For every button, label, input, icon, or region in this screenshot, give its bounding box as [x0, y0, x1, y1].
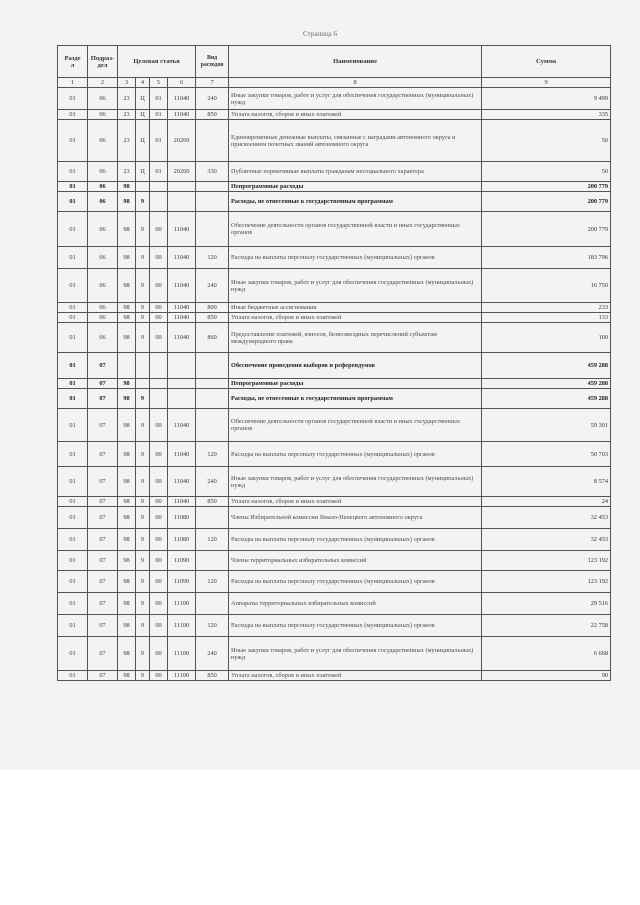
code-cell: 23	[118, 110, 136, 120]
code-cell: 9	[136, 409, 150, 442]
code-cell: 850	[196, 110, 229, 120]
column-number: 2	[88, 78, 118, 88]
table-row	[58, 671, 611, 681]
code-cell: 01	[58, 529, 88, 551]
sum-cell: 6 668	[482, 637, 611, 671]
code-cell: 01	[58, 313, 88, 323]
name-cell: Расходы, не отнесенные к государственным программам	[229, 389, 482, 409]
code-cell: 9	[136, 389, 150, 409]
code-cell	[150, 192, 168, 212]
name-cell: Предоставление платежей, взносов, безвозмездных перечислений субъектам международного права	[229, 323, 482, 353]
page-number: Страница 6	[303, 30, 337, 38]
table-row	[58, 389, 611, 409]
code-cell: 98	[118, 313, 136, 323]
code-cell: 98	[118, 182, 136, 192]
sum-cell: 459 288	[482, 379, 611, 389]
code-cell: 01	[58, 637, 88, 671]
code-cell: 98	[118, 615, 136, 637]
code-cell: 9	[136, 551, 150, 571]
code-cell: 01	[58, 88, 88, 110]
code-cell: 98	[118, 593, 136, 615]
sum-cell: 50 703	[482, 442, 611, 467]
code-cell: 98	[118, 192, 136, 212]
table-row	[58, 497, 611, 507]
code-cell	[196, 379, 229, 389]
code-cell: 11040	[168, 247, 196, 269]
sum-cell: 133	[482, 313, 611, 323]
sum-cell: 32 453	[482, 507, 611, 529]
code-cell: 06	[88, 192, 118, 212]
code-cell	[136, 182, 150, 192]
table-row	[58, 110, 611, 120]
code-cell: 01	[150, 88, 168, 110]
table-row	[58, 120, 611, 162]
column-number: 1	[58, 78, 88, 88]
code-cell	[196, 507, 229, 529]
code-cell: 01	[150, 120, 168, 162]
name-cell: Аппараты территориальных избирательных комиссий	[229, 593, 482, 615]
code-cell: 07	[88, 507, 118, 529]
code-cell: 98	[118, 551, 136, 571]
sum-cell: 9 499	[482, 88, 611, 110]
code-cell: 06	[88, 162, 118, 182]
code-cell: 00	[150, 269, 168, 303]
code-cell: 240	[196, 637, 229, 671]
code-cell: 01	[150, 110, 168, 120]
code-cell: 11040	[168, 313, 196, 323]
code-cell: 07	[88, 353, 118, 379]
table-row	[58, 571, 611, 593]
code-cell: 06	[88, 247, 118, 269]
code-cell: 9	[136, 192, 150, 212]
column-number: 6	[168, 78, 196, 88]
code-cell: 06	[88, 269, 118, 303]
code-cell: 120	[196, 615, 229, 637]
code-cell	[196, 120, 229, 162]
name-cell: Расходы на выплаты персоналу государственных (муниципальных) органов	[229, 247, 482, 269]
code-cell: 98	[118, 212, 136, 247]
code-cell: 9	[136, 442, 150, 467]
table-row	[58, 379, 611, 389]
code-cell: 98	[118, 497, 136, 507]
code-cell: 98	[118, 529, 136, 551]
code-cell	[196, 182, 229, 192]
code-cell: 98	[118, 247, 136, 269]
code-cell	[168, 379, 196, 389]
name-cell: Расходы на выплаты персоналу государственных (муниципальных) органов	[229, 615, 482, 637]
code-cell: 01	[58, 120, 88, 162]
budget-table	[57, 45, 611, 681]
code-cell: 9	[136, 467, 150, 497]
code-cell: 07	[88, 389, 118, 409]
name-cell: Уплата налогов, сборов и иных платежей	[229, 313, 482, 323]
name-cell: Расходы на выплаты персоналу государственных (муниципальных) органов	[229, 571, 482, 593]
code-cell	[150, 182, 168, 192]
sum-cell: 183 796	[482, 247, 611, 269]
code-cell: 07	[88, 497, 118, 507]
code-cell: 800	[196, 303, 229, 313]
column-number: 9	[482, 78, 611, 88]
code-cell: 11040	[168, 409, 196, 442]
code-cell: 01	[58, 593, 88, 615]
code-cell	[196, 409, 229, 442]
code-cell: 11090	[168, 571, 196, 593]
code-cell: 11080	[168, 507, 196, 529]
code-cell: 98	[118, 467, 136, 497]
code-cell: 01	[58, 379, 88, 389]
column-number: 3	[118, 78, 136, 88]
name-cell: Иные закупки товаров, работ и услуг для обеспечения государственных (муниципальных) нужд	[229, 88, 482, 110]
code-cell	[196, 192, 229, 212]
code-cell: 20260	[168, 162, 196, 182]
sum-cell: 59 301	[482, 409, 611, 442]
sum-cell: 459 288	[482, 353, 611, 379]
code-cell: 120	[196, 442, 229, 467]
code-cell: 11040	[168, 110, 196, 120]
code-cell: 07	[88, 615, 118, 637]
code-cell	[118, 353, 136, 379]
code-cell: 06	[88, 323, 118, 353]
code-cell: 01	[58, 442, 88, 467]
code-cell: 23	[118, 162, 136, 182]
code-cell	[196, 212, 229, 247]
table-row	[58, 529, 611, 551]
code-cell: 9	[136, 313, 150, 323]
code-cell: 01	[58, 192, 88, 212]
header-podrazdel: Подраз- дел	[88, 46, 118, 78]
code-cell: Ц	[136, 162, 150, 182]
code-cell: 120	[196, 529, 229, 551]
code-cell	[196, 389, 229, 409]
code-cell: 07	[88, 551, 118, 571]
code-cell: 06	[88, 88, 118, 110]
code-cell: 11090	[168, 551, 196, 571]
code-cell: 01	[58, 389, 88, 409]
sum-cell: 335	[482, 110, 611, 120]
table-row	[58, 593, 611, 615]
code-cell: 00	[150, 637, 168, 671]
code-cell: 00	[150, 313, 168, 323]
code-cell: 06	[88, 110, 118, 120]
code-cell: 00	[150, 303, 168, 313]
name-cell: Непрограммные расходы	[229, 379, 482, 389]
code-cell: 01	[58, 671, 88, 681]
code-cell: 120	[196, 571, 229, 593]
name-cell: Единовременные денежные выплаты, связанные с наградами автономного округа и присвоением почетных званий автономного округа	[229, 120, 482, 162]
code-cell: 00	[150, 212, 168, 247]
table-row	[58, 162, 611, 182]
code-cell: 00	[150, 571, 168, 593]
name-cell: Уплата налогов, сборов и иных платежей	[229, 110, 482, 120]
code-cell: Ц	[136, 110, 150, 120]
code-cell: 01	[58, 110, 88, 120]
code-cell: 11100	[168, 593, 196, 615]
code-cell: 00	[150, 323, 168, 353]
column-number: 4	[136, 78, 150, 88]
sum-cell: 200 779	[482, 182, 611, 192]
code-cell: 240	[196, 269, 229, 303]
table-row	[58, 303, 611, 313]
table-row	[58, 323, 611, 353]
code-cell: 11040	[168, 212, 196, 247]
header-sum: Сумма	[482, 46, 611, 78]
code-cell: 01	[58, 571, 88, 593]
code-cell: 07	[88, 593, 118, 615]
sum-cell: 32 453	[482, 529, 611, 551]
code-cell: 07	[88, 409, 118, 442]
sum-cell: 200 779	[482, 212, 611, 247]
table-row	[58, 507, 611, 529]
code-cell: 01	[58, 615, 88, 637]
code-cell: 11040	[168, 323, 196, 353]
code-cell: 11100	[168, 615, 196, 637]
name-cell: Обеспечение проведения выборов и референдумов	[229, 353, 482, 379]
code-cell: 9	[136, 571, 150, 593]
sum-cell: 123 192	[482, 571, 611, 593]
code-cell: 01	[58, 269, 88, 303]
code-cell	[196, 353, 229, 379]
code-cell: 01	[58, 353, 88, 379]
code-cell: 11040	[168, 467, 196, 497]
table-row	[58, 615, 611, 637]
code-cell: 9	[136, 269, 150, 303]
code-cell	[150, 353, 168, 379]
code-cell: 07	[88, 571, 118, 593]
name-cell: Расходы, не отнесенные к государственным программам	[229, 192, 482, 212]
code-cell: 23	[118, 88, 136, 110]
code-cell: 06	[88, 303, 118, 313]
code-cell: 98	[118, 323, 136, 353]
code-cell: 9	[136, 507, 150, 529]
code-cell: 00	[150, 551, 168, 571]
sum-cell: 22 758	[482, 615, 611, 637]
code-cell: 00	[150, 671, 168, 681]
code-cell: 01	[58, 212, 88, 247]
header-vid: Вид расходов	[196, 46, 229, 78]
name-cell: Иные закупки товаров, работ и услуг для обеспечения государственных (муниципальных) нужд	[229, 637, 482, 671]
code-cell: 860	[196, 323, 229, 353]
sum-cell: 100	[482, 323, 611, 353]
header-razdel: Разде л	[58, 46, 88, 78]
code-cell: 07	[88, 671, 118, 681]
code-cell: 11040	[168, 442, 196, 467]
name-cell: Иные закупки товаров, работ и услуг для обеспечения государственных (муниципальных) нужд	[229, 269, 482, 303]
name-cell: Непрограммные расходы	[229, 182, 482, 192]
column-number: 7	[196, 78, 229, 88]
code-cell: 11040	[168, 303, 196, 313]
name-cell: Члены Избирательной комиссии Ямало-Ненецкого автономного округа	[229, 507, 482, 529]
table-row	[58, 442, 611, 467]
table-row	[58, 269, 611, 303]
table-row	[58, 182, 611, 192]
code-cell: 00	[150, 529, 168, 551]
code-cell	[136, 379, 150, 389]
code-cell	[150, 379, 168, 389]
code-cell: 11040	[168, 88, 196, 110]
table-row	[58, 551, 611, 571]
sum-cell: 123 192	[482, 551, 611, 571]
table-row	[58, 212, 611, 247]
code-cell: 01	[58, 323, 88, 353]
code-cell: 07	[88, 637, 118, 671]
sum-cell: 50	[482, 120, 611, 162]
code-cell: 07	[88, 467, 118, 497]
code-cell: 06	[88, 212, 118, 247]
table-body	[58, 88, 611, 681]
code-cell: Ц	[136, 88, 150, 110]
code-cell: 00	[150, 593, 168, 615]
name-cell: Расходы на выплаты персоналу государственных (муниципальных) органов	[229, 442, 482, 467]
code-cell	[150, 389, 168, 409]
code-cell: 01	[58, 551, 88, 571]
code-cell: 11040	[168, 497, 196, 507]
code-cell: 06	[88, 313, 118, 323]
code-cell: 98	[118, 507, 136, 529]
sum-cell: 90	[482, 671, 611, 681]
code-cell: 01	[58, 409, 88, 442]
sum-cell: 459 288	[482, 389, 611, 409]
code-cell: 06	[88, 120, 118, 162]
table-row	[58, 192, 611, 212]
name-cell: Иные бюджетные ассигнования	[229, 303, 482, 313]
code-cell: Ц	[136, 120, 150, 162]
code-cell: 850	[196, 497, 229, 507]
code-cell: 850	[196, 313, 229, 323]
code-cell: 06	[88, 182, 118, 192]
column-number: 8	[229, 78, 482, 88]
code-cell: 9	[136, 637, 150, 671]
code-cell: 07	[88, 529, 118, 551]
header-target: Целевая статья	[118, 46, 196, 78]
code-cell: 98	[118, 389, 136, 409]
name-cell: Расходы на выплаты персоналу государственных (муниципальных) органов	[229, 529, 482, 551]
table-row	[58, 313, 611, 323]
code-cell: 00	[150, 497, 168, 507]
code-cell: 98	[118, 379, 136, 389]
code-cell: 20260	[168, 120, 196, 162]
code-cell: 98	[118, 671, 136, 681]
sum-cell: 16 750	[482, 269, 611, 303]
code-cell: 01	[58, 162, 88, 182]
code-cell: 01	[58, 247, 88, 269]
code-cell	[196, 593, 229, 615]
table-row	[58, 409, 611, 442]
code-cell: 01	[58, 182, 88, 192]
table-row	[58, 247, 611, 269]
code-cell: 98	[118, 269, 136, 303]
sum-cell: 8 574	[482, 467, 611, 497]
code-cell: 00	[150, 247, 168, 269]
code-cell: 9	[136, 497, 150, 507]
code-cell: 98	[118, 409, 136, 442]
sum-cell: 50	[482, 162, 611, 182]
table-row	[58, 637, 611, 671]
code-cell: 9	[136, 529, 150, 551]
code-cell	[168, 182, 196, 192]
code-cell: 9	[136, 303, 150, 313]
code-cell: 00	[150, 442, 168, 467]
code-cell	[168, 192, 196, 212]
name-cell: Публичные нормативные выплаты гражданам несоциального характера	[229, 162, 482, 182]
sum-cell: 233	[482, 303, 611, 313]
code-cell: 240	[196, 467, 229, 497]
table-row	[58, 353, 611, 379]
code-cell: 330	[196, 162, 229, 182]
sum-cell: 200 779	[482, 192, 611, 212]
name-cell: Обеспечение деятельности органов государственной власти и иных государственных органов	[229, 212, 482, 247]
code-cell: 00	[150, 615, 168, 637]
code-cell: 850	[196, 671, 229, 681]
name-cell: Члены территориальных избирательных комиссий	[229, 551, 482, 571]
code-cell: 07	[88, 379, 118, 389]
code-cell: 01	[58, 303, 88, 313]
code-cell: 98	[118, 637, 136, 671]
table-row	[58, 88, 611, 110]
name-cell: Обеспечение деятельности органов государственной власти и иных государственных органов	[229, 409, 482, 442]
code-cell: 11040	[168, 269, 196, 303]
code-cell	[168, 389, 196, 409]
code-cell: 11100	[168, 637, 196, 671]
header-name: Наименование	[229, 46, 482, 78]
name-cell: Уплата налогов, сборов и иных платежей	[229, 671, 482, 681]
code-cell: 07	[88, 442, 118, 467]
code-cell: 9	[136, 247, 150, 269]
code-cell	[136, 353, 150, 379]
code-cell: 11100	[168, 671, 196, 681]
code-cell: 23	[118, 120, 136, 162]
column-number: 5	[150, 78, 168, 88]
code-cell: 11080	[168, 529, 196, 551]
name-cell: Иные закупки товаров, работ и услуг для обеспечения государственных (муниципальных) нужд	[229, 467, 482, 497]
code-cell: 9	[136, 323, 150, 353]
code-cell: 9	[136, 671, 150, 681]
code-cell: 00	[150, 409, 168, 442]
code-cell: 00	[150, 467, 168, 497]
header-row	[58, 46, 611, 78]
column-number-row	[58, 78, 611, 88]
sum-cell: 24	[482, 497, 611, 507]
table-row	[58, 467, 611, 497]
code-cell	[168, 353, 196, 379]
code-cell: 01	[58, 497, 88, 507]
code-cell: 01	[58, 467, 88, 497]
code-cell: 120	[196, 247, 229, 269]
code-cell: 98	[118, 442, 136, 467]
name-cell: Уплата налогов, сборов и иных платежей	[229, 497, 482, 507]
code-cell: 9	[136, 212, 150, 247]
sum-cell: 29 516	[482, 593, 611, 615]
code-cell: 9	[136, 593, 150, 615]
code-cell	[196, 551, 229, 571]
code-cell: 98	[118, 303, 136, 313]
code-cell: 9	[136, 615, 150, 637]
code-cell: 01	[150, 162, 168, 182]
code-cell: 98	[118, 571, 136, 593]
code-cell: 01	[58, 507, 88, 529]
code-cell: 240	[196, 88, 229, 110]
code-cell: 00	[150, 507, 168, 529]
